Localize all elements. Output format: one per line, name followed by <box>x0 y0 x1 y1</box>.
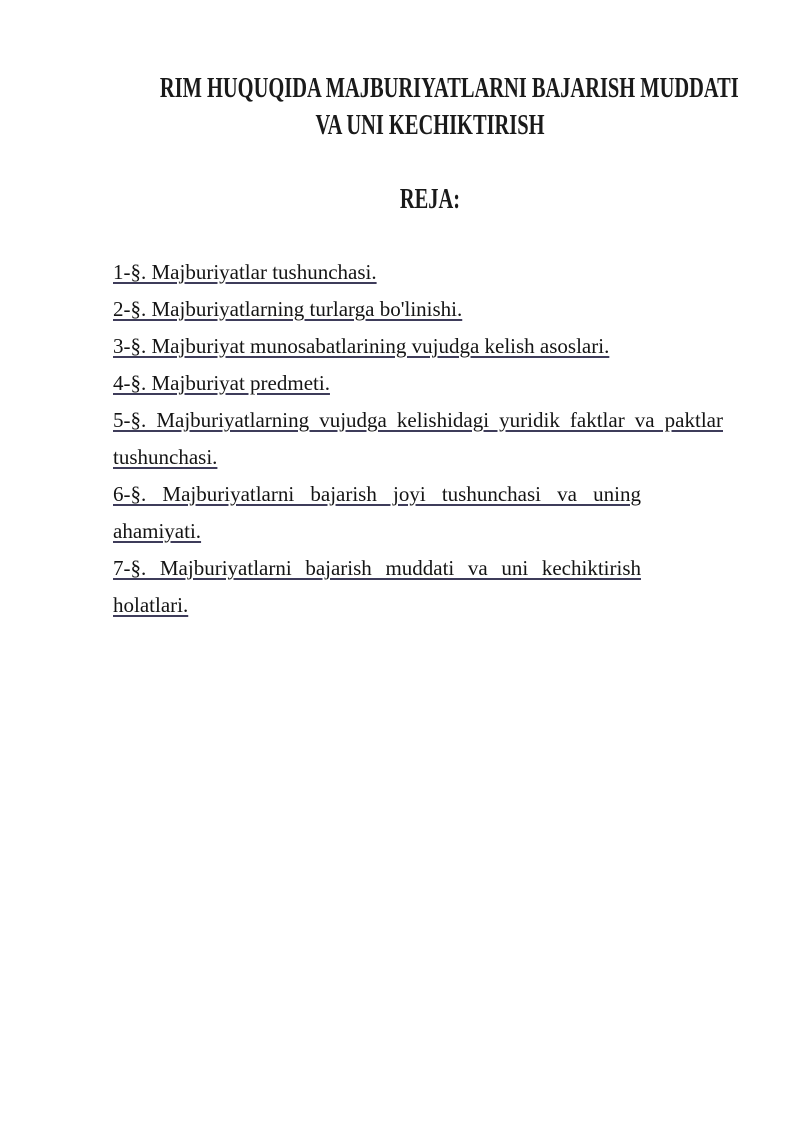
plan-item-5-line-2: tushunchasi. <box>113 445 218 469</box>
plan-heading: REJA: <box>399 184 461 215</box>
plan-item-7-line-1: 7-§. Majburiyatlarni bajarish muddati va uni kechiktirish <box>113 556 641 580</box>
plan-item-6-line-1: 6-§. Majburiyatlarni bajarish joyi tushunchasi va uning <box>113 482 641 506</box>
plan-list <box>113 254 723 624</box>
plan-item-7-line-2: holatlari. <box>113 593 189 617</box>
plan-item-1-line-1: 1-§. Majburiyatlar tushunchasi. <box>113 260 377 284</box>
title-line-1: RIM HUQUQIDA MAJBURIYATLARNI BAJARISH MUDDATI <box>159 73 739 104</box>
title-line-2: VA UNI KECHIKTIRISH <box>315 110 545 141</box>
document-title <box>159 70 739 144</box>
plan-item-6-line-2: ahamiyati. <box>113 519 202 543</box>
plan-item-2-line-1: 2-§. Majburiyatlarning turlarga bo'linishi. <box>113 297 463 321</box>
plan-item-5-line-1: 5-§. Majburiyatlarning vujudga kelishidagi yuridik faktlar va paktlar <box>113 408 723 432</box>
plan-item-3-line-1: 3-§. Majburiyat munosabatlarining vujudga kelish asoslari. <box>113 334 610 358</box>
plan-item-4-line-1: 4-§. Majburiyat predmeti. <box>113 371 330 395</box>
